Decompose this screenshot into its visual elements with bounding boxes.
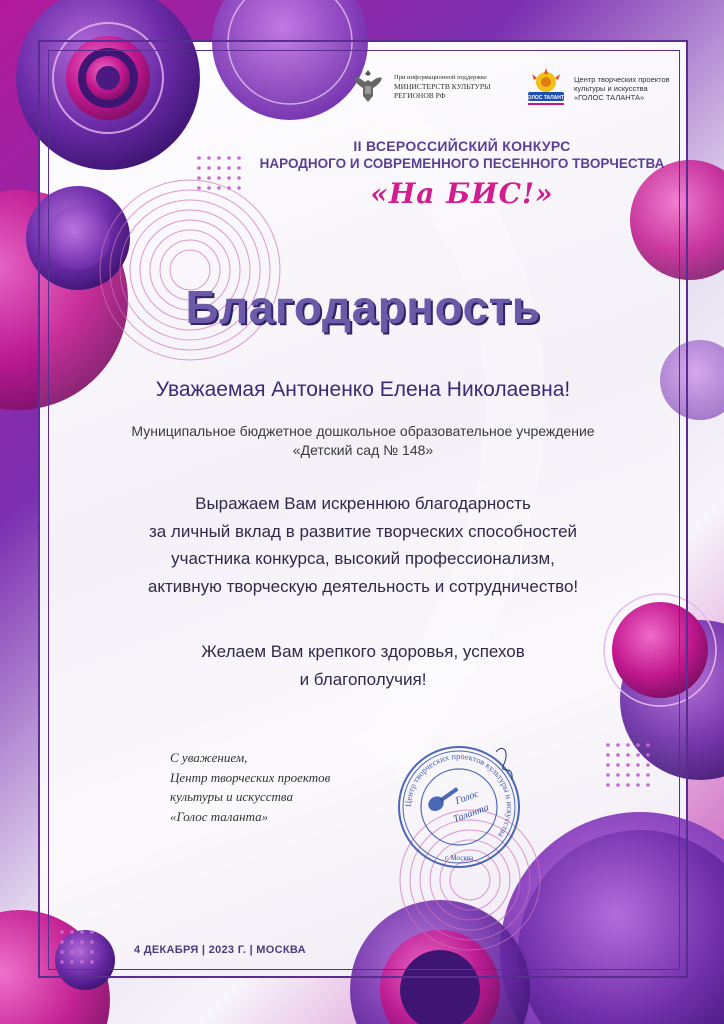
ministry-name-line2: РЕГИОНОВ РФ [394, 90, 446, 100]
thanks-paragraph [60, 490, 666, 600]
contest-line1: II ВСЕРОССИЙСКИЙ КОНКУРС [353, 138, 571, 154]
thanks-line: активную творческую деятельность и сотрудничество! [147, 576, 579, 596]
center-line2: культуры и искусства [574, 83, 648, 93]
document-title: Благодарность [185, 281, 541, 333]
ministry-support: При информационной поддержке [394, 73, 487, 81]
ministry-name-line1: МИНИСТЕРСТВ КУЛЬТУРЫ [394, 81, 491, 91]
contest-line2: НАРОДНОГО И СОВРЕМЕННОГО ПЕСЕННОГО ТВОРЧЕСТВА [259, 156, 665, 171]
organization [60, 422, 666, 460]
recipient-name: Уважаемая Антоненко Елена Николаевна! [155, 378, 571, 401]
wish-line: и благополучия! [299, 669, 427, 689]
golos-talanta-emblem-icon [524, 66, 568, 110]
signature-line: «Голос таланта» [170, 808, 269, 824]
coat-of-arms-icon [348, 66, 388, 106]
center-text [574, 75, 694, 102]
contest-name: «На БИС!» [370, 177, 554, 210]
contest-heading [232, 138, 692, 210]
seal-ring-text: Центр творческих проектов культуры и искусства [402, 750, 516, 840]
wish-paragraph [60, 638, 666, 693]
signature-line: Центр творческих проектов [170, 769, 331, 785]
organization-line1: Муниципальное бюджетное дошкольное образовательное учреждение [131, 423, 595, 439]
ministry-logo [348, 66, 506, 106]
signature-line: С уважением, [170, 750, 248, 765]
seal-center-line2: Таланта [451, 802, 491, 826]
signature-line: культуры и искусства [170, 789, 293, 804]
signature-block [170, 748, 410, 826]
header-logos [348, 66, 688, 116]
footer-date: 4 ДЕКАБРЯ | 2023 Г. | МОСКВА [134, 944, 306, 956]
logo-badge-text: ГОЛОС ТАЛАНТА [524, 95, 568, 101]
wish-line: Желаем Вам крепкого здоровья, успехов [201, 642, 525, 661]
thanks-line: за личный вклад в развитие творческих способностей [148, 521, 578, 541]
seal-city: г. Москва [444, 854, 474, 862]
center-line3: «ГОЛОС ТАЛАНТА» [574, 92, 645, 102]
ministry-text [394, 73, 506, 100]
center-line1: Центр творческих проектов [574, 74, 670, 84]
golos-talanta-logo [524, 66, 694, 110]
thanks-line: Выражаем Вам искреннюю благодарность [195, 494, 531, 513]
thanks-line: участника конкурса, высокий профессионализм, [171, 549, 555, 568]
seal-center-line1: Голос [454, 788, 481, 807]
organization-line2: «Детский сад № 148» [292, 442, 434, 458]
official-seal [394, 742, 524, 872]
